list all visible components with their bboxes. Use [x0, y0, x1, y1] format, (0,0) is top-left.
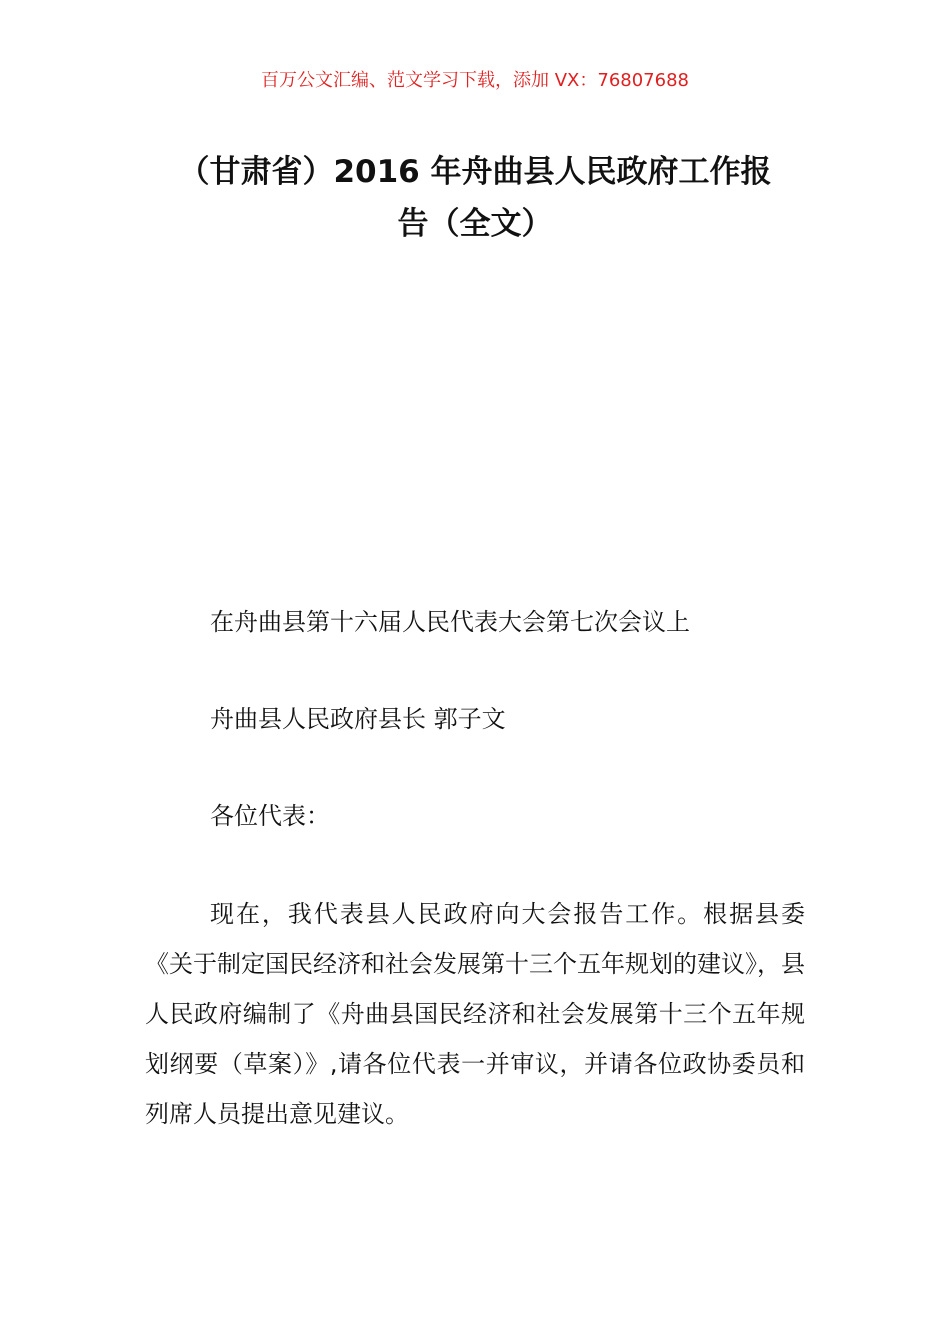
header-watermark-note: 百万公文汇编、范文学习下载，添加 VX：76807688: [261, 70, 689, 91]
salutation-line: 各位代表：: [210, 802, 330, 830]
speaker-line: 舟曲县人民政府县长 郭子文: [210, 705, 506, 733]
document-title: [145, 146, 805, 250]
title-line-2: 告（全文）: [397, 206, 553, 242]
document-body: [145, 598, 805, 1139]
title-line-1: （甘肃省）2016 年舟曲县人民政府工作报: [178, 154, 772, 190]
body-paragraph: 现在，我代表县人民政府向大会报告工作。根据县委《关于制定国民经济和社会发展第十三个五年规划的建议》，县人民政府编制了《舟曲县国民经济和社会发展第十三个五年规划纲要（草案）》,请各位代表一并审议，并请各位政协委员和列席人员提出意见建议。: [145, 900, 805, 1128]
occasion-line: 在舟曲县第十六届人民代表大会第七次会议上: [210, 608, 690, 636]
